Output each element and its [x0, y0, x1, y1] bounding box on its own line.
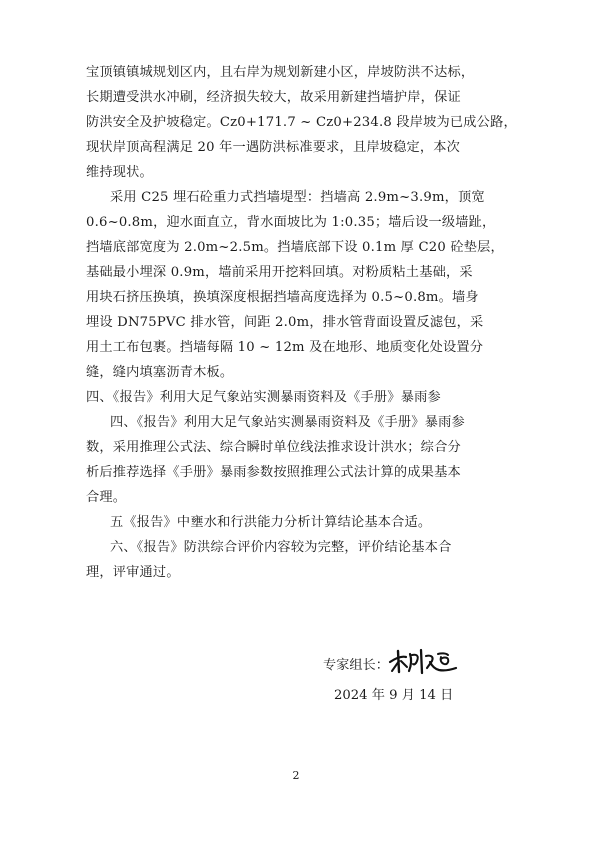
body-text-line: 防洪安全及护坡稳定。Cz0+171.7 ~ Cz0+234.8 段岸坡为已成公路，	[86, 115, 517, 130]
page-number: 2	[292, 769, 300, 782]
body-text-line: 现状岸顶高程满足 20 年一遇防洪标准要求，且岸坡稳定，本次	[86, 140, 461, 155]
body-text-line: 合理。	[86, 490, 127, 505]
body-text-line: 维持现状。	[86, 165, 153, 180]
body-text-line: 埋设 DN75PVC 排水管，间距 2.0m，排水管背面设置反滤包，采	[86, 315, 484, 330]
body-text-line: 缝，缝内填塞沥青木板。	[86, 365, 234, 380]
body-text-line: 数，采用推理公式法、综合瞬时单位线法推求设计洪水；综合分	[86, 440, 461, 455]
body-text-line: 0.6~0.8m，迎水面直立，背水面坡比为 1:0.35；墙后设一级墙趾，	[86, 215, 496, 230]
signature-date: 2024 年 9 月 14 日	[334, 688, 454, 703]
body-text-line: 宝顶镇镇城规划区内，且右岸为规划新建小区，岸坡防洪不达标，	[86, 65, 475, 80]
handwritten-signature	[386, 646, 462, 676]
body-text-line: 基础最小埋深 0.9m，墙前采用开挖料回填。对粉质粘土基础，采	[86, 265, 473, 280]
body-text-line: 理，评审通过。	[86, 565, 180, 580]
body-text-line: 长期遭受洪水冲刷，经济损失较大，故采用新建挡墙护岸，保证	[86, 90, 461, 105]
body-text-line: 四、《报告》利用大足气象站实测暴雨资料及《手册》暴雨参	[110, 415, 465, 430]
body-text-line: 六、《报告》防洪综合评价内容较为完整，评价结论基本合	[110, 540, 452, 555]
body-text-line: 挡墙底部宽度为 2.0m~2.5m。挡墙底部下设 0.1m 厚 C20 砼垫层，	[86, 240, 504, 255]
body-text-line: 用土工布包裹。挡墙每隔 10 ~ 12m 及在地形、地质变化处设置分	[86, 340, 484, 355]
body-text-line: 五《报告》中壅水和行洪能力分析计算结论基本合适。	[110, 515, 432, 530]
signature-label: 专家组长：	[323, 658, 389, 673]
body-text-line: 采用 C25 埋石砼重力式挡墙堤型：挡墙高 2.9m~3.9m，顶宽	[110, 190, 485, 205]
body-text-line: 四、《报告》利用大足气象站实测暴雨资料及《手册》暴雨参	[86, 390, 441, 405]
body-text-line: 用块石挤压换填，换填深度根据挡墙高度选择为 0.5~0.8m。墙身	[86, 290, 479, 305]
body-text-line: 析后推荐选择《手册》暴雨参数按照推理公式法计算的成果基本	[86, 465, 461, 480]
